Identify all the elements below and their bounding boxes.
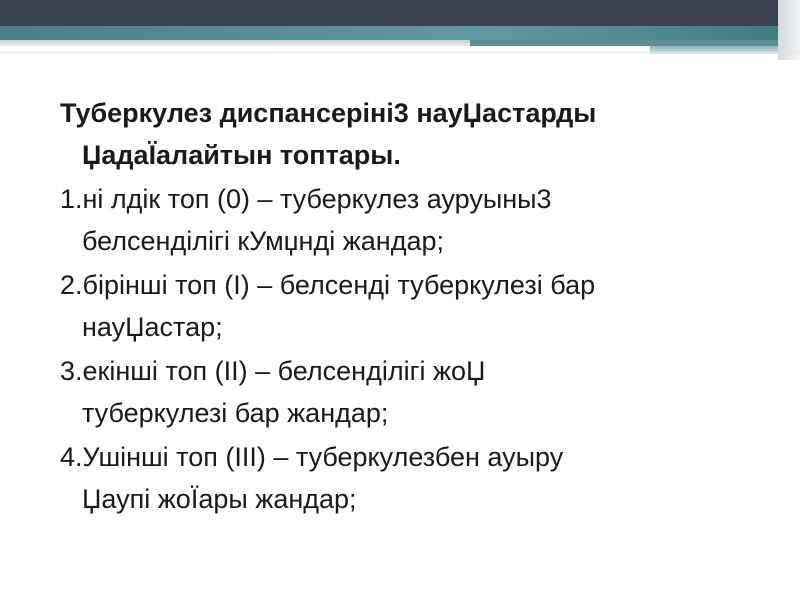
- list-item-2: [60, 264, 760, 348]
- list-item-2-line1: 2.бірінші топ (І) – белсенді туберкулезі бар: [60, 270, 596, 300]
- list-item-2-line2: науЏастар;: [82, 312, 223, 342]
- list-item-4-line1: 4.Ушінші топ (ІІІ) – туберкулезбен ауыру: [60, 442, 564, 472]
- list-item-4-line2: Џаупі жоЇары жандар;: [82, 484, 357, 514]
- header-band-dark: [0, 0, 800, 26]
- header-divider: [0, 52, 800, 53]
- list-item-3-line1: 3.екінші топ (ІІ) – белсенділігі жоЏ: [60, 356, 486, 386]
- header-right-edge: [778, 0, 800, 60]
- list-item-1-line2: белсенділігі кУмџнді жандар;: [82, 226, 444, 256]
- slide-title-line1: Туберкулез диспансеріні3 науЏастарды: [60, 98, 597, 128]
- list-item-1: [60, 178, 760, 262]
- slide-title-line2: ЏадаЇалайтын топтары.: [82, 140, 401, 170]
- list-item-3-line2: туберкулезі бар жандар;: [82, 398, 389, 428]
- list-item-4: [60, 436, 760, 520]
- slide-title: [60, 92, 760, 176]
- slide-content: [60, 92, 760, 522]
- header-band-teal: [0, 26, 800, 40]
- list-item-1-line1: 1.ні лдік топ (0) – туберкулез ауруыны3: [60, 184, 552, 214]
- list-item-3: [60, 350, 760, 434]
